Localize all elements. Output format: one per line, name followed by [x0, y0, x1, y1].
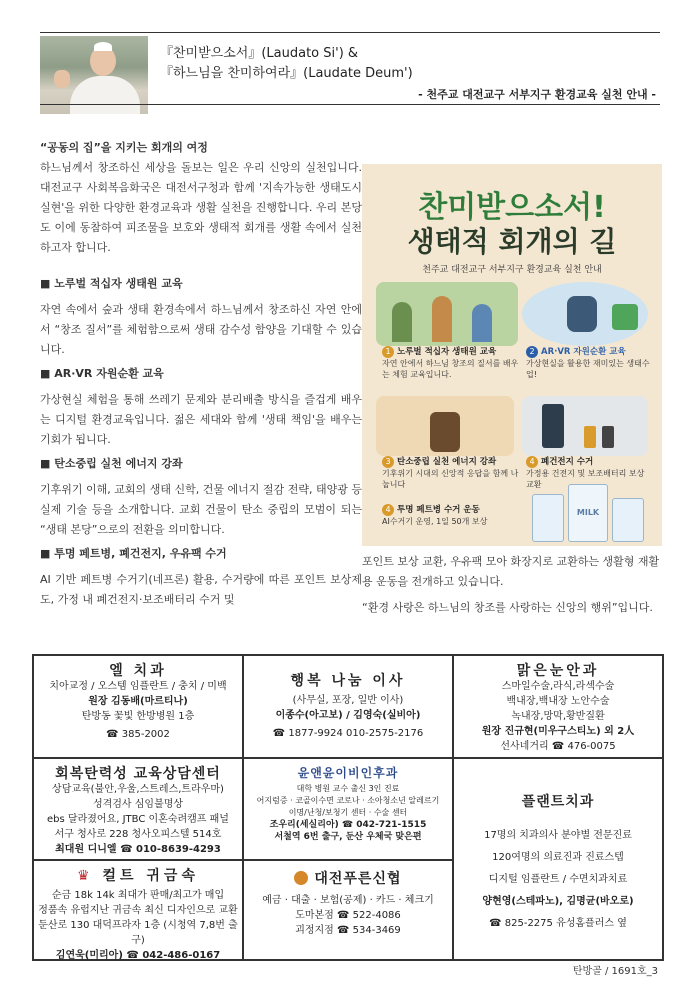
header-top-rule [40, 32, 660, 33]
page-footer: 탄방골 / 1691호_3 [572, 966, 658, 977]
section-title-2: ■ AR·VR 자원순환 교육 [40, 367, 164, 380]
person-figure [472, 304, 492, 342]
collection-machine-icon [542, 404, 564, 448]
poster-item-2: 2 AR·VR 자원순환 교육 가상현실을 활용한 재미있는 생태수업! [526, 347, 650, 379]
article-continued: 포인트 보상 교환, 우유팩 모아 화장지로 교환하는 생활형 재활용 운동을 전개하고 있습니다. [362, 555, 660, 588]
poster-headline2: 생태적 회개의 길 [407, 225, 617, 258]
credit-union-logo-icon [294, 871, 308, 885]
article-right-column [362, 552, 662, 618]
ad-eye-clinic: 맑은눈안과 스마일수술,라식,라섹수술 백내장,백내장 노안수술 녹내장,망막,황반질환 원장 진규현(미우구스티노) 외 2人 선사네거리 ☎ 476-0075 [453, 655, 663, 758]
article-intro: 하느님께서 창조하신 세상을 돌보는 일은 우리 신앙의 실천입니다. 대전교구 사회복음화국은 대전서구청과 함께 '지속가능한 생태도시 실현'을 위한 다양한 환경교육과 생활 실천을 진행합니다. 우리 본당도 이에 동참하여 피조물을 보호와 생태적 회개를 생활 속에서 실천하고자 합니다. [40, 161, 362, 254]
person-figure [392, 302, 412, 342]
section-body-1: 자연 속에서 숲과 생태 환경속에서 하느님께서 창조하신 자연 안에서 “창조 질서”를 체험함으로써 생태 감수성 함양을 기대할 수 있습니다. [40, 303, 362, 356]
ad-plant-dental: 플랜트치과 17명의 치과의사 분야별 전문진료 120여명의 의료진과 진료스텝 디지털 임플란트 / 수면치과치료 양현영(스테파노), 김명균(바오로) ☎ 825-2275 유성홈플러스 옆 [453, 758, 663, 960]
person-figure [432, 296, 452, 342]
battery-icon [584, 426, 596, 448]
article-closing: “환경 사랑은 하느님의 창조를 사랑하는 신앙의 행위”입니다. [362, 601, 653, 614]
ad-counseling: 회복탄력성 교육상담센터 상담교육(불안,우울,스트레스,트라우마) 성격검사 심임불명상 ebs 달라졌어요, JTBC 이혼숙려캠프 패널 서구 청사로 228 청사오피스텔 514호 최대원 디니엘 ☎ 010-8639-4293 [33, 758, 243, 860]
milk-carton-icon: MILK [568, 484, 608, 542]
poster-item-5: 4 투명 페트병 수거 운동 AI수거기 운영, 1일 50개 보상 [382, 505, 488, 526]
poster-item-1: 1 노루벌 적십자 생태원 교육 자연 안에서 하느님 창조의 질서를 배우는 체험 교육입니다. [382, 347, 519, 379]
ad-jewelry: ♛ 컬트 귀금속 순금 18k 14k 최대가 판매/최고가 매입 정품속 유럽지난 귀금속 최신 디자인으로 교환 둔산로 130 대덕프라자 1층 (시청역 7,8번 출구) 김연욱(미리아) ☎ 042-486-0167 [33, 860, 243, 960]
recycle-bin-icon [612, 304, 638, 330]
section-body-2: 가상현실 체험을 통해 쓰레기 문제와 분리배출 방식을 즐겁게 배우는 디지털 환경교육입니다. 젊은 세대와 함께 '생태 책임'을 배우는 기회가 됩니다. [40, 393, 362, 446]
ad-title: 행복 나눔 이사 [290, 673, 406, 689]
vr-person-icon [567, 296, 597, 332]
poster-headline1: 찬미받으소서! [418, 190, 606, 225]
ad-credit-union: 대전푸른신협 예금 · 대출 · 보험(공제) · 카드 · 체크기 도마본점 ☎ 522-4086 괴정지점 ☎ 534-3469 [243, 860, 453, 960]
section-title-4: ■ 투명 페트병, 폐건전지, 우유팩 수거 [40, 547, 227, 560]
lecturer-figure [430, 412, 460, 452]
ad-title: 회복탄력성 교육상담센터 [55, 766, 221, 782]
ads-section [32, 654, 664, 961]
ad-title: 대전푸른신협 [244, 871, 452, 887]
title-line2: 『하느님을 찬미하여라』(Laudate Deum') [160, 66, 413, 81]
section-body-3: 기후위기 이해, 교회의 생태 신학, 건물 에너지 절감 전략, 태양광 등 실제 기술 등을 소개합니다. 교회 건물이 탄소 중립의 모범이 되는 “생태 본당”으로의 전환을 의미합니다. [40, 483, 362, 536]
header-bottom-rule [40, 104, 660, 105]
ad-ent-clinic: 윤앤윤이비인후과 대학 병원 교수 출신 3인 진료 어지럼증 · 코골이수면 코로나 · 소아청소년 알레르기 이명/난청/보청기 센터 · 수술 센터 조우리(세실리아) ☎ 042-721-1515 서철역 6번 출구, 둔산 우체국 맞은편 [243, 758, 453, 860]
header-subtitle: - 천주교 대전교구 서부지구 환경교육 실천 안내 - [418, 88, 656, 101]
ad-title: 플랜트치과 [521, 794, 595, 810]
ad-title: 윤앤윤이비인후과 [297, 766, 399, 780]
poster-subtitle: 천주교 대전교구 서부지구 환경교육 실천 안내 [422, 265, 602, 275]
section-title-3: ■ 탄소중립 실천 에너지 강좌 [40, 457, 183, 470]
ad-title: 엘 치과 [109, 663, 167, 679]
ad-el-dental: 엘 치과 치아교정 / 오스템 임플란트 / 충치 / 미백 원장 김동배(마르티나) 탄방동 꽃빛 한방병원 1층 ☎ 385-2002 [33, 655, 243, 758]
article-lead: “공동의 집”을 지키는 회개의 여정 [40, 141, 208, 154]
ad-moving: 행복 나눔 이사 (사무실, 포장, 일반 이사) 이종수(아고보) / 김영숙(실비아) ☎ 1877-9924 010-2575-2176 [243, 655, 453, 758]
pope-photo [40, 36, 148, 114]
title-line1: 『찬미받으소서』(Laudato Si') & [160, 46, 359, 61]
milk-carton-icon [612, 498, 644, 542]
battery-icon [602, 426, 614, 448]
section-title-1: ■ 노루벌 적십자 생태원 교육 [40, 277, 183, 290]
ad-title: 맑은눈안과 [516, 663, 600, 679]
ad-title: ♛ 컬트 귀금속 [77, 868, 199, 884]
crown-icon: ♛ [77, 868, 94, 884]
poster-item-4: 4 폐건전지 수거 가정용 건전지 및 보조배터리 보상 교환 [526, 457, 645, 489]
milk-carton-icon [532, 494, 564, 542]
section-body-4: AI 기반 페트병 수거기(네프론) 활용, 수거량에 따른 포인트 보상제도, 가정 내 폐건전지·보조배터리 수거 및 [40, 573, 362, 606]
poster-item-3: 3 탄소중립 실천 에너지 강좌 기후위기 시대의 신앙적 응답을 함께 나눕니다 [382, 457, 519, 489]
campaign-poster [362, 164, 662, 546]
article-left-column [40, 138, 362, 610]
